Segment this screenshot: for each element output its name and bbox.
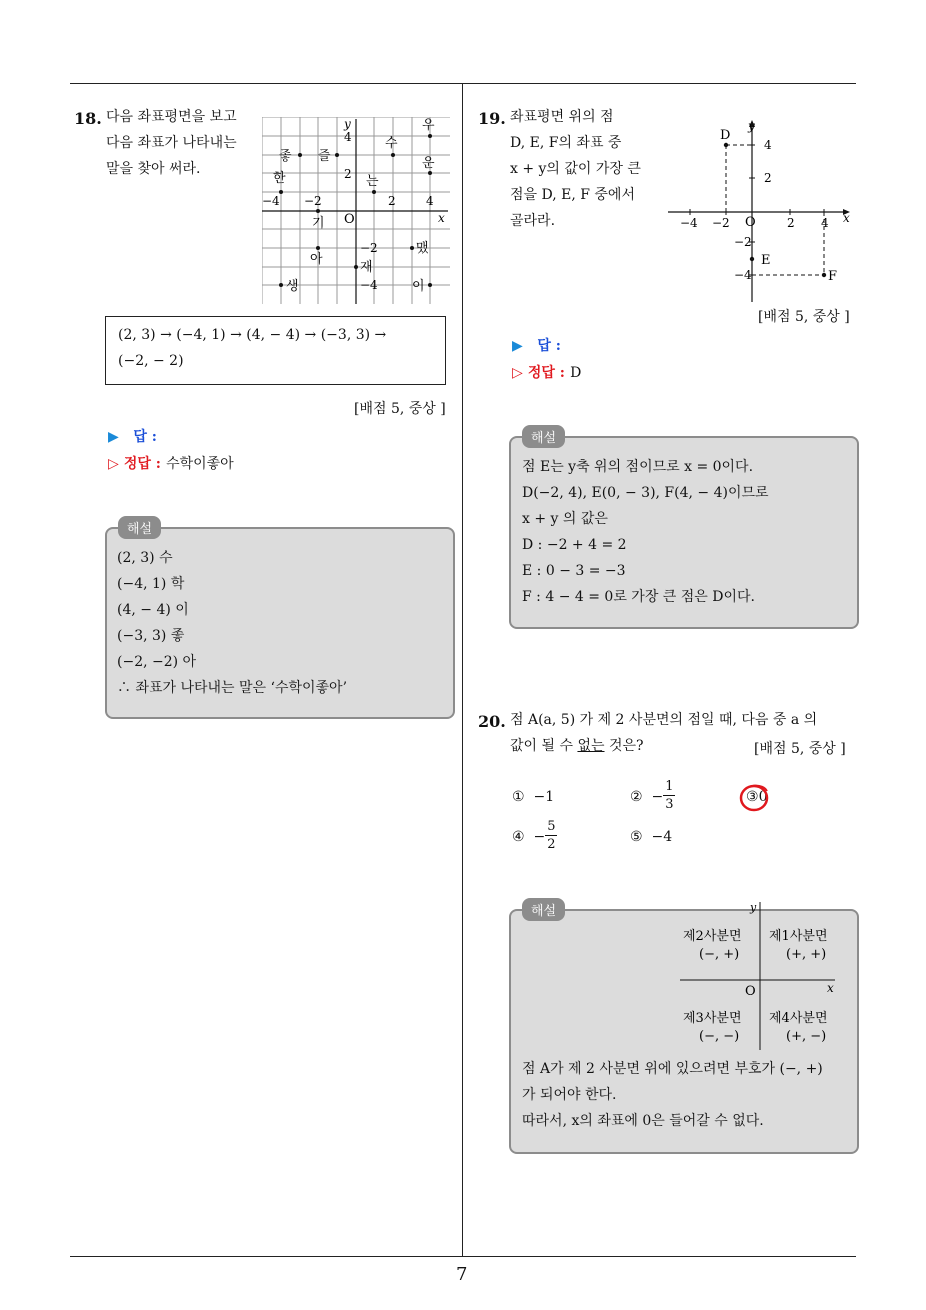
q19-correct-row [512, 362, 581, 382]
grid-word: 생 [286, 279, 299, 294]
q19-line: x + y의 값이 가장 큰 [510, 161, 641, 177]
triangle-outline-icon: ▷ [512, 365, 523, 381]
q20-points: [배점 5, 중상 ] [754, 741, 846, 757]
q18-explanation-text [117, 545, 347, 701]
fraction-numerator: 5 [547, 819, 556, 834]
y-tick-label: 4 [764, 138, 772, 152]
q19-exp-line: 점 E는 y축 위의 점이므로 x = 0이다. [522, 459, 754, 475]
x-axis-label: x [827, 981, 834, 995]
grid-word: 이 [412, 279, 425, 294]
fraction-denominator: 3 [665, 797, 674, 812]
grid-word: 재 [360, 260, 373, 275]
q19-answer-label: 답 : [537, 338, 561, 354]
q18-exp-line: (−2, −2) 아 [117, 654, 197, 670]
q19-exp-line: F : 4 − 4 = 0로 가장 큰 점은 D이다. [522, 589, 755, 605]
fraction-denominator: 2 [547, 837, 556, 852]
origin-label: O [745, 984, 756, 999]
choice-mark: ⑤ [630, 829, 643, 845]
choice-value: −1 [533, 789, 555, 805]
q20-explanation-tag: 해설 [522, 898, 565, 921]
choice-value: −4 [651, 829, 673, 845]
plot-points [724, 143, 826, 277]
quadrant-2-label: 제2사분면 [683, 929, 742, 944]
x-tick-label: −4 [680, 216, 698, 230]
q20-exp-line: 가 되어야 한다. [522, 1087, 617, 1103]
selected-circle-mark [738, 782, 772, 814]
q20-explanation-text [522, 1056, 823, 1134]
q19-exp-line: E : 0 − 3 = −3 [522, 563, 626, 579]
grid-word: 우 [422, 118, 435, 133]
tick-label: −2 [360, 241, 378, 255]
q19-line: D, E, F의 좌표 중 [510, 135, 622, 151]
grid-word: 한 [273, 171, 286, 186]
origin-label: O [344, 212, 355, 227]
choice-sign: − [533, 829, 546, 845]
choice-sign: − [651, 789, 664, 805]
page-number: 7 [456, 1264, 468, 1285]
q19-correct-label: 정답 : [527, 365, 565, 381]
q19-explanation-tag: 해설 [522, 425, 565, 448]
q19-line: 점을 D, E, F 중에서 [510, 187, 635, 203]
fraction-numerator: 1 [665, 779, 674, 794]
q18-exp-line: (4, − 4) 이 [117, 602, 189, 618]
quadrant-4-label: 제4사분면 [769, 1011, 828, 1026]
arrow-right-icon: ▶ [108, 429, 119, 445]
q18-coords-line: (−2, − 2) [118, 353, 184, 369]
tick-label: 2 [388, 194, 396, 208]
quadrant-3-sign: (−, −) [699, 1029, 740, 1044]
q19-line: 골라라. [510, 213, 556, 229]
q18-exp-line: (−4, 1) 학 [117, 576, 185, 592]
tick-label: −4 [262, 194, 280, 208]
q18-points: [배점 5, 중상 ] [354, 401, 446, 417]
choice-mark: ② [630, 789, 643, 805]
grid-word: 좋 [279, 149, 292, 164]
arrow-right-icon: ▶ [512, 338, 523, 354]
fraction [663, 778, 675, 813]
quadrant-4-sign: (+, −) [786, 1029, 827, 1044]
choice-mark: ③ [746, 789, 759, 805]
origin-label: O [745, 215, 756, 230]
q19-answer-row [512, 335, 561, 355]
tick-label: 4 [344, 130, 352, 144]
q18-number: 18. [74, 109, 102, 128]
q18-correct-row [108, 453, 234, 473]
quadrant-2-sign: (−, +) [699, 947, 740, 962]
q19-exp-line: x + y 의 값은 [522, 511, 608, 527]
choice-mark: ① [512, 789, 525, 805]
q18-coordinate-grid [262, 117, 450, 304]
x-tick-label: 4 [821, 216, 829, 230]
q19-correct-value: D [570, 365, 582, 381]
quadrant-1-sign: (+, +) [786, 947, 827, 962]
q18-line: 말을 찾아 써라. [106, 161, 201, 177]
tick-label: 4 [426, 194, 434, 208]
q18-exp-line: ∴ 좌표가 나타내는 말은 ‘수학이좋아’ [117, 680, 348, 696]
q20-line2 [510, 733, 644, 759]
tick-label: 2 [344, 167, 352, 181]
q19-line: 좌표평면 위의 점 [510, 109, 614, 125]
q18-coords-line: (2, 3) → (−4, 1) → (4, − 4) → (−3, 3) → [118, 327, 387, 343]
choice-2[interactable] [630, 778, 675, 813]
grid-words [273, 118, 435, 294]
point-label-e: E [761, 253, 771, 268]
tick-label: −2 [304, 194, 322, 208]
choice-4[interactable] [512, 818, 557, 853]
y-tick-label: −2 [734, 235, 752, 249]
y-axis-label: y [750, 901, 757, 914]
x-axis-label: x [843, 211, 850, 225]
tick-label: −4 [360, 278, 378, 292]
q18-correct-value: 수학이좋아 [166, 456, 234, 472]
triangle-outline-icon: ▷ [108, 456, 119, 472]
q19-number: 19. [478, 109, 506, 128]
q20-line2-b: 것은? [604, 738, 644, 754]
column-divider [462, 83, 463, 1257]
grid-word: 수 [385, 136, 398, 151]
q18-correct-label: 정답 : [123, 456, 161, 472]
q20-line2-underlined: 없는 [577, 738, 605, 754]
fraction [545, 818, 557, 853]
q18-text [106, 104, 256, 182]
q18-line: 다음 좌표가 나타내는 [106, 135, 237, 151]
q20-exp-line: 따라서, x의 좌표에 0은 들어갈 수 없다. [522, 1113, 764, 1129]
choice-1[interactable] [512, 789, 554, 805]
choice-value: 0 [758, 789, 768, 805]
q18-answer-row [108, 426, 157, 446]
y-tick-label: −4 [734, 268, 752, 282]
bottom-rule [70, 1256, 856, 1257]
q18-exp-line: (−3, 3) 좋 [117, 628, 185, 644]
choice-mark: ④ [512, 829, 525, 845]
grid-word: 기 [312, 216, 325, 231]
quadrant-1-label: 제1사분면 [769, 929, 828, 944]
q18-coords-box [105, 316, 446, 385]
q18-explanation-tag: 해설 [118, 516, 161, 539]
grid-word: 맸 [416, 241, 429, 256]
y-tick-label: 2 [764, 171, 772, 185]
point-label-f: F [828, 269, 838, 284]
q20-number: 20. [478, 712, 506, 731]
y-axis-label: y [748, 119, 755, 133]
top-rule [70, 83, 856, 84]
q20-exp-line: 점 A가 제 2 사분면 위에 있으려면 부호가 (−, +) [522, 1061, 823, 1077]
q19-text [510, 104, 655, 234]
q20-line2-a: 값이 될 수 [510, 738, 578, 754]
point-label-d: D [720, 128, 731, 143]
q19-coordinate-graph [668, 118, 854, 302]
q18-answer-label: 답 : [133, 429, 157, 445]
q19-exp-line: D : −2 + 4 = 2 [522, 537, 627, 553]
x-tick-label: −2 [712, 216, 730, 230]
grid-word: 운 [422, 156, 435, 171]
grid-word: 는 [366, 174, 379, 189]
quadrant-3-label: 제3사분면 [683, 1011, 742, 1026]
q19-exp-line: D(−2, 4), E(0, − 3), F(4, − 4)이므로 [522, 485, 769, 501]
choice-5[interactable] [630, 829, 672, 845]
q18-exp-line: (2, 3) 수 [117, 550, 173, 566]
tick-marks [690, 145, 824, 275]
q19-points: [배점 5, 중상 ] [758, 309, 850, 325]
q18-line: 다음 좌표평면을 보고 [106, 109, 237, 125]
x-axis-label: x [438, 211, 445, 225]
x-tick-label: 2 [787, 216, 795, 230]
q20-line1: 점 A(a, 5) 가 제 2 사분면의 점일 때, 다음 중 a 의 [510, 712, 818, 728]
y-axis-label: y [344, 117, 351, 131]
grid-word: 아 [310, 252, 323, 267]
q19-explanation-text [522, 454, 769, 610]
quadrant-diagram [680, 898, 840, 1050]
guide-lines [726, 145, 824, 275]
grid-word: 즐 [318, 149, 331, 164]
